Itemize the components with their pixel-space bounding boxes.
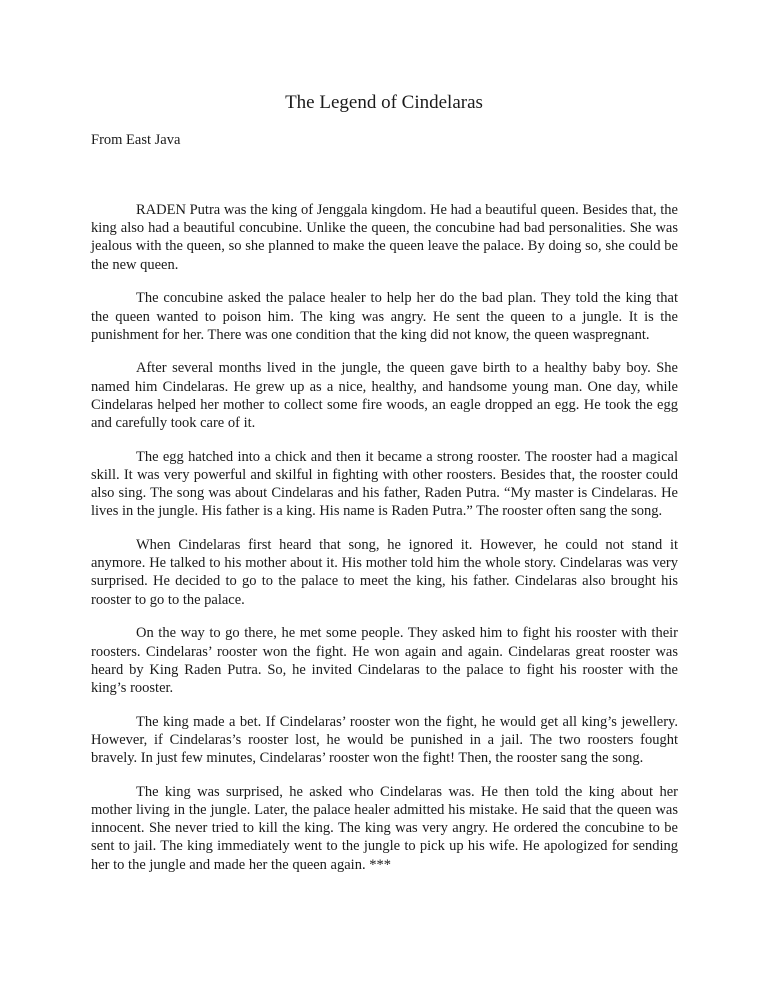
story-paragraph-1: RADEN Putra was the king of Jenggala kingdom. He had a beautiful queen. Besides that, the king also had a beautiful concubine. Unlike the queen, the concubine had bad personalities. She was jealous with the queen, so she planned to make the queen leave the palace. By doing so, she could be the new queen. <box>91 202 678 273</box>
story-paragraph-5: When Cindelaras first heard that song, he ignored it. However, he could not stand it anymore. He talked to his mother about it. His mother told him the whole story. Cindelaras was very surprised. He decided to go to the palace to meet the king, his father. Cindelaras also brought his rooster to go to the palace. <box>91 537 678 608</box>
story-body <box>91 201 678 874</box>
story-paragraph-2: The concubine asked the palace healer to help her do the bad plan. They told the king that the queen wanted to poison him. The king was angry. He sent the queen to a jungle. It is the punishment for her. There was one condition that the king did not know, the queen waspregnant. <box>91 290 678 343</box>
document-title: The Legend of Cindelaras <box>285 92 483 113</box>
story-paragraph-4: The egg hatched into a chick and then it became a strong rooster. The rooster had a magical skill. It was very powerful and skilful in fighting with other roosters. Besides that, the rooster could also sing. The song was about Cindelaras and his father, Raden Putra. “My master is Cindelaras. He lives in the jungle. His father is a king. His name is Raden Putra.” The rooster often sang the song. <box>91 448 678 520</box>
story-paragraph-6: On the way to go there, he met some people. They asked him to fight his rooster with their roosters. Cindelaras’ rooster won the fight. He won again and again. Cindelaras great rooster was heard by King Raden Putra. So, he invited Cindelaras to the palace to fight his rooster with the king’s rooster. <box>91 625 678 696</box>
story-paragraph-3: After several months lived in the jungle, the queen gave birth to a healthy baby boy. She named him Cindelaras. He grew up as a nice, healthy, and handsome young man. One day, while Cindelaras helped her mother to collect some fire woods, an eagle dropped an egg. He took the egg and carefully took care of it. <box>91 360 678 432</box>
story-paragraph-8: The king was surprised, he asked who Cindelaras was. He then told the king about her mother living in the jungle. Later, the palace healer admitted his mistake. He said that the queen was innocent. She never tried to kill the king. The king was very angry. He ordered the concubine to be sent to jail. The king immediately went to the jungle to pick up his wife. He apologized for sending her to the jungle and made her the queen again. *** <box>91 783 678 873</box>
story-paragraph-7: The king made a bet. If Cindelaras’ rooster won the fight, he would get all king’s jewellery. However, if Cindelaras’s rooster lost, he would be punished in a jail. The two roosters fought bravely. In just few minutes, Cindelaras’ rooster won the fight! Then, the rooster sang the song. <box>91 713 678 767</box>
document-subtitle: From East Java <box>91 132 181 148</box>
